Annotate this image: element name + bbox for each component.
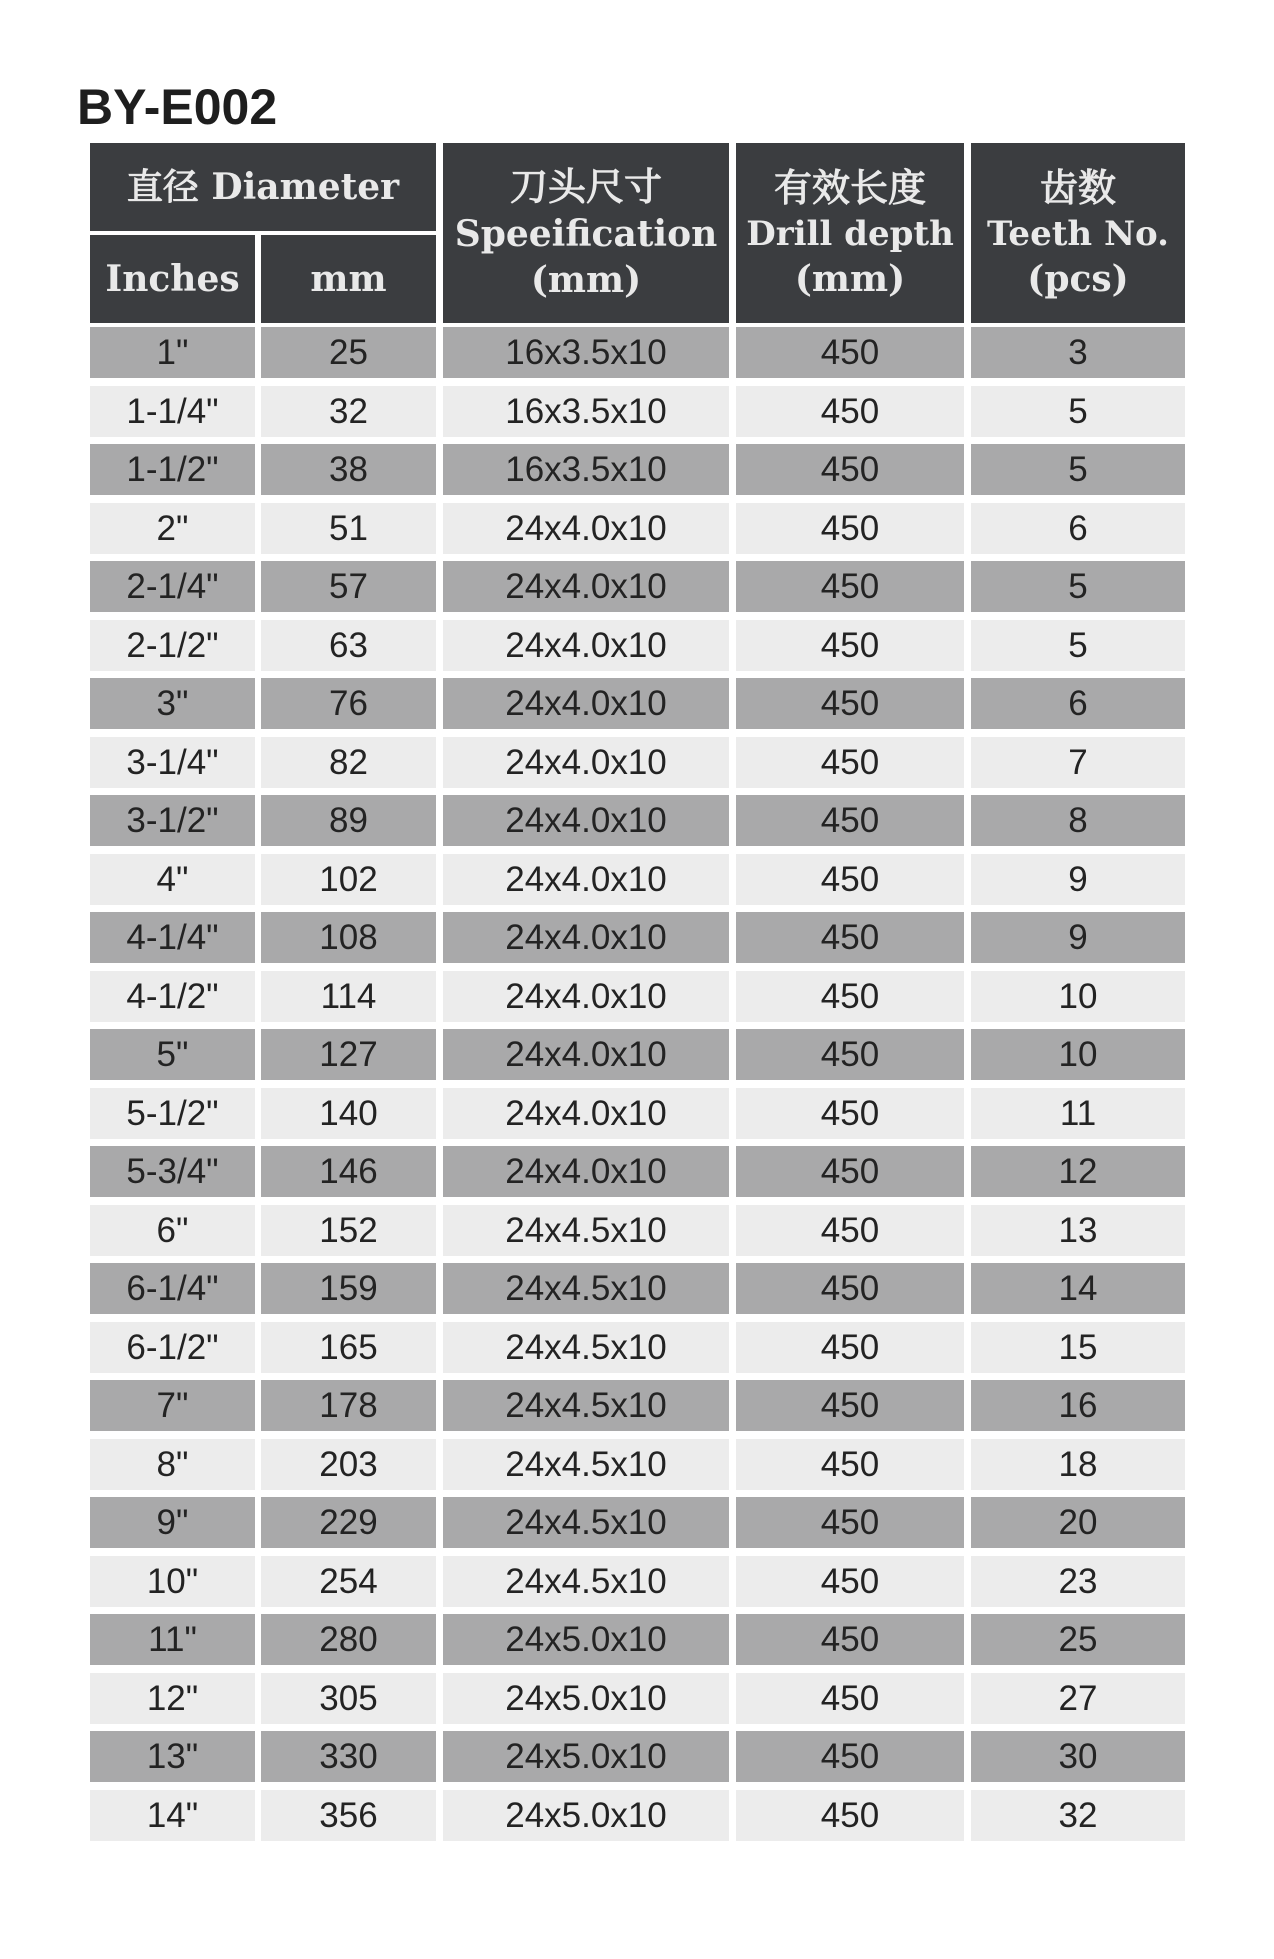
cell-inches: 3" (90, 678, 255, 729)
cell-spec: 24x4.5x10 (443, 1439, 729, 1490)
cell-spec: 24x5.0x10 (443, 1790, 729, 1841)
cell-spec: 16x3.5x10 (443, 386, 729, 437)
cell-teeth: 5 (971, 444, 1185, 495)
cell-depth: 450 (736, 561, 964, 612)
header-depth-en: Drill depth (746, 213, 954, 254)
cell-mm: 165 (261, 1322, 436, 1373)
cell-teeth: 10 (971, 1029, 1185, 1080)
cell-spec: 24x4.0x10 (443, 620, 729, 671)
cell-inches: 5" (90, 1029, 255, 1080)
cell-teeth: 27 (971, 1673, 1185, 1724)
cell-depth: 450 (736, 678, 964, 729)
cell-depth: 450 (736, 1088, 964, 1139)
cell-depth: 450 (736, 971, 964, 1022)
cell-mm: 330 (261, 1731, 436, 1782)
cell-mm: 203 (261, 1439, 436, 1490)
cell-mm: 146 (261, 1146, 436, 1197)
cell-spec: 24x4.0x10 (443, 503, 729, 554)
cell-inches: 2-1/4" (90, 561, 255, 612)
cell-mm: 108 (261, 912, 436, 963)
cell-inches: 13" (90, 1731, 255, 1782)
cell-teeth: 30 (971, 1731, 1185, 1782)
cell-mm: 305 (261, 1673, 436, 1724)
header-teeth-en: Teeth No. (987, 213, 1169, 254)
cell-mm: 114 (261, 971, 436, 1022)
cell-spec: 24x4.0x10 (443, 971, 729, 1022)
cell-inches: 4" (90, 854, 255, 905)
cell-mm: 356 (261, 1790, 436, 1841)
cell-teeth: 6 (971, 678, 1185, 729)
cell-depth: 450 (736, 503, 964, 554)
cell-depth: 450 (736, 1146, 964, 1197)
header-inches-label: Inches (105, 257, 240, 300)
header-teeth (971, 143, 1185, 323)
cell-inches: 5-3/4" (90, 1146, 255, 1197)
cell-inches: 9" (90, 1497, 255, 1548)
cell-spec: 24x4.5x10 (443, 1497, 729, 1548)
cell-mm: 25 (261, 327, 436, 378)
cell-depth: 450 (736, 444, 964, 495)
cell-spec: 24x4.5x10 (443, 1263, 729, 1314)
cell-teeth: 7 (971, 737, 1185, 788)
cell-inches: 6" (90, 1205, 255, 1256)
header-teeth-cn: 齿数 (1039, 164, 1116, 210)
cell-inches: 8" (90, 1439, 255, 1490)
cell-teeth: 11 (971, 1088, 1185, 1139)
cell-teeth: 6 (971, 503, 1185, 554)
cell-mm: 159 (261, 1263, 436, 1314)
cell-teeth: 5 (971, 620, 1185, 671)
cell-mm: 254 (261, 1556, 436, 1607)
cell-teeth: 5 (971, 386, 1185, 437)
cell-inches: 6-1/4" (90, 1263, 255, 1314)
cell-teeth: 32 (971, 1790, 1185, 1841)
cell-teeth: 9 (971, 854, 1185, 905)
cell-mm: 63 (261, 620, 436, 671)
cell-mm: 229 (261, 1497, 436, 1548)
cell-mm: 57 (261, 561, 436, 612)
header-inches (90, 235, 255, 323)
cell-inches: 7" (90, 1380, 255, 1431)
cell-depth: 450 (736, 1322, 964, 1373)
cell-teeth: 13 (971, 1205, 1185, 1256)
cell-mm: 280 (261, 1614, 436, 1665)
cell-spec: 24x4.5x10 (443, 1205, 729, 1256)
cell-mm: 32 (261, 386, 436, 437)
cell-teeth: 12 (971, 1146, 1185, 1197)
cell-spec: 24x4.0x10 (443, 1146, 729, 1197)
header-mm (261, 235, 436, 323)
cell-depth: 450 (736, 1205, 964, 1256)
header-mm-label: mm (310, 257, 387, 300)
cell-inches: 2-1/2" (90, 620, 255, 671)
cell-teeth: 8 (971, 795, 1185, 846)
header-diameter (90, 143, 436, 231)
cell-inches: 6-1/2" (90, 1322, 255, 1373)
cell-spec: 16x3.5x10 (443, 444, 729, 495)
header-spec-cn: 刀头尺寸 (509, 163, 662, 209)
cell-teeth: 10 (971, 971, 1185, 1022)
cell-depth: 450 (736, 737, 964, 788)
cell-mm: 127 (261, 1029, 436, 1080)
cell-inches: 1-1/2" (90, 444, 255, 495)
cell-inches: 3-1/4" (90, 737, 255, 788)
header-spec-unit: (mm) (530, 259, 642, 302)
cell-spec: 24x5.0x10 (443, 1614, 729, 1665)
cell-mm: 82 (261, 737, 436, 788)
cell-spec: 16x3.5x10 (443, 327, 729, 378)
header-diameter-label: 直径 Diameter (126, 165, 400, 208)
header-specification (443, 143, 729, 323)
cell-inches: 4-1/4" (90, 912, 255, 963)
header-depth-cn: 有效长度 (773, 164, 926, 210)
cell-teeth: 23 (971, 1556, 1185, 1607)
cell-inches: 1-1/4" (90, 386, 255, 437)
cell-depth: 450 (736, 620, 964, 671)
cell-inches: 10" (90, 1556, 255, 1607)
cell-spec: 24x4.0x10 (443, 854, 729, 905)
cell-spec: 24x4.0x10 (443, 795, 729, 846)
cell-spec: 24x4.0x10 (443, 678, 729, 729)
model-title: BY-E002 (77, 79, 278, 135)
cell-depth: 450 (736, 1556, 964, 1607)
cell-mm: 51 (261, 503, 436, 554)
cell-inches: 1" (90, 327, 255, 378)
cell-depth: 450 (736, 1731, 964, 1782)
cell-teeth: 15 (971, 1322, 1185, 1373)
cell-teeth: 20 (971, 1497, 1185, 1548)
cell-inches: 5-1/2" (90, 1088, 255, 1139)
header-drill-depth (736, 143, 964, 323)
cell-depth: 450 (736, 1380, 964, 1431)
cell-mm: 89 (261, 795, 436, 846)
cell-mm: 152 (261, 1205, 436, 1256)
cell-depth: 450 (736, 1790, 964, 1841)
cell-spec: 24x4.5x10 (443, 1380, 729, 1431)
cell-spec: 24x4.5x10 (443, 1556, 729, 1607)
header-teeth-unit: (pcs) (1027, 258, 1129, 301)
cell-teeth: 16 (971, 1380, 1185, 1431)
cell-inches: 12" (90, 1673, 255, 1724)
cell-depth: 450 (736, 912, 964, 963)
cell-inches: 2" (90, 503, 255, 554)
cell-depth: 450 (736, 1497, 964, 1548)
cell-depth: 450 (736, 1029, 964, 1080)
cell-inches: 11" (90, 1614, 255, 1665)
cell-depth: 450 (736, 795, 964, 846)
cell-depth: 450 (736, 1263, 964, 1314)
cell-inches: 3-1/2" (90, 795, 255, 846)
cell-spec: 24x4.0x10 (443, 737, 729, 788)
cell-spec: 24x4.0x10 (443, 912, 729, 963)
cell-depth: 450 (736, 1673, 964, 1724)
cell-spec: 24x5.0x10 (443, 1731, 729, 1782)
cell-depth: 450 (736, 854, 964, 905)
cell-inches: 4-1/2" (90, 971, 255, 1022)
cell-depth: 450 (736, 327, 964, 378)
cell-inches: 14" (90, 1790, 255, 1841)
cell-spec: 24x4.0x10 (443, 1029, 729, 1080)
cell-spec: 24x5.0x10 (443, 1673, 729, 1724)
cell-teeth: 5 (971, 561, 1185, 612)
cell-mm: 140 (261, 1088, 436, 1139)
cell-spec: 24x4.0x10 (443, 1088, 729, 1139)
cell-mm: 102 (261, 854, 436, 905)
cell-teeth: 3 (971, 327, 1185, 378)
cell-teeth: 18 (971, 1439, 1185, 1490)
cell-depth: 450 (736, 386, 964, 437)
cell-mm: 76 (261, 678, 436, 729)
cell-spec: 24x4.0x10 (443, 561, 729, 612)
cell-teeth: 14 (971, 1263, 1185, 1314)
cell-spec: 24x4.5x10 (443, 1322, 729, 1373)
cell-mm: 178 (261, 1380, 436, 1431)
header-depth-unit: (mm) (794, 258, 906, 301)
cell-mm: 38 (261, 444, 436, 495)
cell-teeth: 25 (971, 1614, 1185, 1665)
cell-depth: 450 (736, 1439, 964, 1490)
cell-depth: 450 (736, 1614, 964, 1665)
cell-teeth: 9 (971, 912, 1185, 963)
header-spec-en: Speeification (454, 213, 718, 256)
